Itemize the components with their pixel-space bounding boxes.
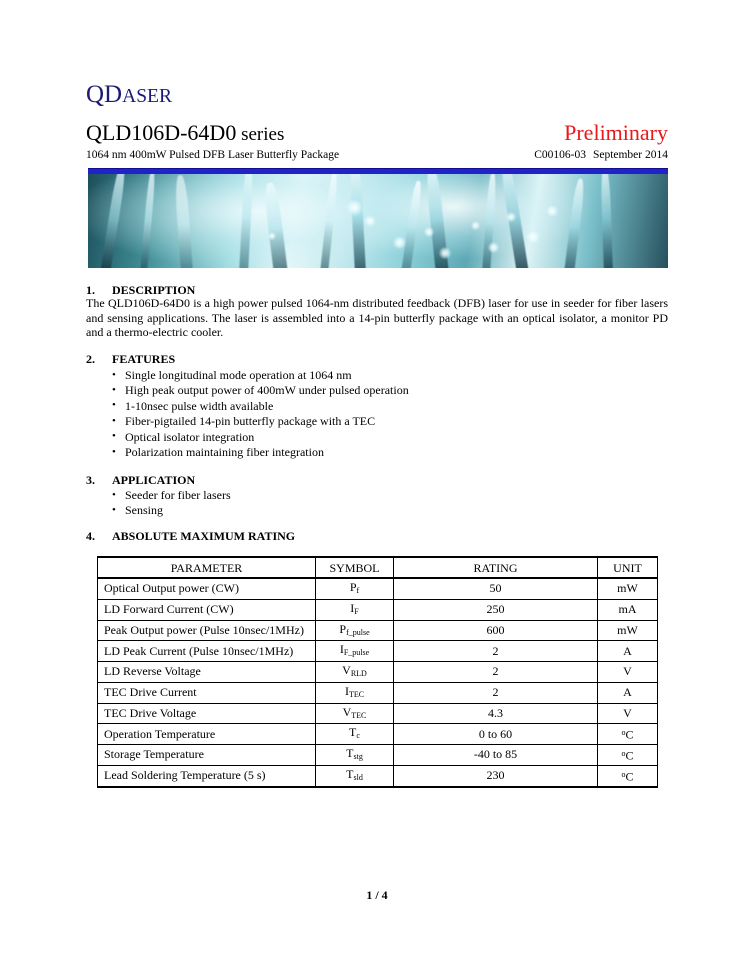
cell-symbol — [316, 641, 394, 662]
cell-rating: 600 — [394, 620, 598, 641]
cell-unit: A — [598, 641, 658, 662]
cell-parameter: LD Forward Current (CW) — [98, 599, 316, 620]
logo-lead: QD — [86, 81, 123, 108]
table-row — [98, 641, 658, 662]
cell-symbol — [316, 599, 394, 620]
column-header-unit: UNIT — [598, 557, 658, 578]
preliminary-badge: Preliminary — [564, 120, 668, 145]
page-number-footer: 1 / 4 — [366, 888, 388, 902]
section-title: DESCRIPTION — [112, 283, 196, 297]
fiber-tip-glow — [471, 221, 480, 230]
column-header-parameter: PARAMETER — [98, 557, 316, 578]
fiber-optic-banner-image — [88, 174, 668, 268]
qdlaser-logo — [86, 82, 172, 107]
fiber-tip-glow — [424, 227, 434, 237]
section-number: 1. — [86, 283, 95, 297]
section-title: ABSOLUTE MAXIMUM RATING — [112, 529, 296, 543]
column-header-symbol: SYMBOL — [316, 557, 394, 578]
cell-symbol — [316, 765, 394, 786]
application-list — [110, 488, 231, 519]
cell-unit — [598, 765, 658, 786]
cell-parameter: Storage Temperature — [98, 745, 316, 766]
page-title — [86, 120, 284, 148]
cell-rating: 2 — [394, 682, 598, 703]
symbol-subscript: f_pulse — [346, 627, 370, 637]
symbol-base: T — [346, 746, 354, 760]
section-heading-features — [86, 352, 175, 367]
document-number: C00106-03 — [534, 149, 586, 161]
model-name: QLD106D-64D0 — [86, 120, 237, 145]
cell-unit: mA — [598, 599, 658, 620]
cell-parameter: LD Reverse Voltage — [98, 662, 316, 683]
table-row — [98, 620, 658, 641]
absolute-maximum-rating-table-wrapper — [97, 556, 657, 788]
symbol-base: V — [342, 704, 352, 719]
list-item: • Fiber-pigtailed 14-pin butterfly package with a TEC — [110, 414, 409, 429]
column-header-rating: RATING — [394, 557, 598, 578]
cell-rating: 2 — [394, 641, 598, 662]
cell-unit: mW — [598, 578, 658, 599]
symbol-base: V — [342, 663, 351, 677]
cell-symbol — [316, 703, 394, 724]
symbol-subscript: F_pulse — [343, 648, 370, 657]
table-row — [98, 662, 658, 683]
cell-unit: mW — [598, 620, 658, 641]
cell-rating: -40 to 85 — [394, 745, 598, 766]
cell-symbol — [316, 682, 394, 703]
fiber-tip-glow — [488, 242, 499, 253]
list-item: • 1-10nsec pulse width available — [110, 399, 409, 414]
features-list — [110, 368, 409, 460]
cell-symbol — [316, 620, 394, 641]
symbol-base: I — [350, 600, 355, 615]
section-number: 2. — [86, 352, 95, 366]
series-suffix: series — [236, 124, 285, 145]
cell-parameter: Lead Soldering Temperature (5 s) — [98, 765, 316, 786]
cell-symbol — [316, 745, 394, 766]
cell-rating: 230 — [394, 765, 598, 786]
symbol-base: P — [339, 621, 347, 636]
fiber-tip-glow — [506, 212, 516, 222]
table-row — [98, 578, 658, 599]
cell-unit — [598, 724, 658, 745]
list-item: • Polarization maintaining fiber integration — [110, 445, 409, 460]
cell-rating: 4.3 — [394, 703, 598, 724]
subtitle-row — [86, 148, 668, 164]
cell-parameter: LD Peak Current (Pulse 10nsec/1MHz) — [98, 641, 316, 662]
degree-icon: o — [621, 769, 626, 779]
symbol-base: T — [349, 725, 357, 740]
document-date: September 2014 — [592, 149, 668, 161]
degree-icon: o — [621, 749, 626, 759]
cell-rating: 50 — [394, 578, 598, 599]
cell-symbol — [316, 662, 394, 683]
list-item: • Single longitudinal mode operation at 1064 nm — [110, 368, 409, 383]
description-paragraph: The QLD106D-64D0 is a high power pulsed 1064-nm distributed feedback (DFB) laser for use in seeder for fiber lasers and sensing applications. The laser is assembled into a 14-pin butterfly package with an optical isolator, a monitor PD and a thermo-electric cooler. — [86, 296, 668, 340]
section-title: FEATURES — [112, 352, 176, 366]
symbol-subscript: TEC — [351, 710, 367, 720]
unit-text: C — [625, 769, 634, 784]
section-heading-rating — [86, 529, 295, 544]
list-item: • Sensing — [110, 503, 231, 518]
table-row — [98, 724, 658, 745]
fiber-tip-glow — [364, 215, 376, 227]
document-reference — [534, 148, 668, 163]
symbol-subscript: sld — [353, 772, 363, 782]
table-row — [98, 682, 658, 703]
degree-icon: o — [621, 728, 626, 738]
symbol-subscript: F — [354, 606, 359, 616]
symbol-base: I — [339, 642, 344, 657]
symbol-base: P — [349, 580, 357, 594]
cell-parameter: TEC Drive Voltage — [98, 703, 316, 724]
cell-parameter: Peak Output power (Pulse 10nsec/1MHz) — [98, 620, 316, 641]
table-row — [98, 745, 658, 766]
symbol-subscript: stg — [353, 751, 363, 761]
section-number: 3. — [86, 473, 95, 487]
absolute-maximum-rating-table — [97, 556, 658, 788]
cell-unit: V — [598, 703, 658, 724]
section-title: APPLICATION — [112, 473, 196, 487]
fiber-tip-glow — [393, 236, 406, 249]
cell-unit — [598, 745, 658, 766]
logo-tail: ASER — [122, 86, 172, 107]
header-divider — [88, 167, 668, 173]
section-heading-application — [86, 473, 195, 488]
cell-symbol — [316, 724, 394, 745]
list-item: • High peak output power of 400mW under pulsed operation — [110, 383, 409, 398]
table-row — [98, 765, 658, 786]
symbol-subscript: f — [356, 585, 360, 595]
symbol-subscript: TEC — [348, 689, 365, 699]
table-row — [98, 599, 658, 620]
cell-parameter: Operation Temperature — [98, 724, 316, 745]
cell-symbol — [316, 578, 394, 599]
section-number: 4. — [86, 529, 95, 543]
cell-unit: V — [598, 662, 658, 683]
cell-rating: 2 — [394, 662, 598, 683]
cell-parameter: TEC Drive Current — [98, 682, 316, 703]
symbol-subscript: c — [356, 731, 360, 740]
unit-text: C — [625, 748, 634, 763]
symbol-subscript: RLD — [350, 668, 367, 678]
cell-rating: 250 — [394, 599, 598, 620]
list-item: • Optical isolator integration — [110, 430, 409, 445]
cell-unit: A — [598, 682, 658, 703]
symbol-base: T — [346, 766, 354, 781]
product-subtitle: 1064 nm 400mW Pulsed DFB Laser Butterfly Package — [86, 149, 340, 161]
symbol-base: I — [344, 683, 349, 698]
cell-rating: 0 to 60 — [394, 724, 598, 745]
title-row — [86, 120, 668, 146]
list-item: • Seeder for fiber lasers — [110, 488, 231, 503]
table-row — [98, 703, 658, 724]
table-header-row — [98, 557, 658, 578]
table-body — [98, 578, 658, 787]
cell-parameter: Optical Output power (CW) — [98, 578, 316, 599]
unit-text: C — [625, 727, 634, 742]
